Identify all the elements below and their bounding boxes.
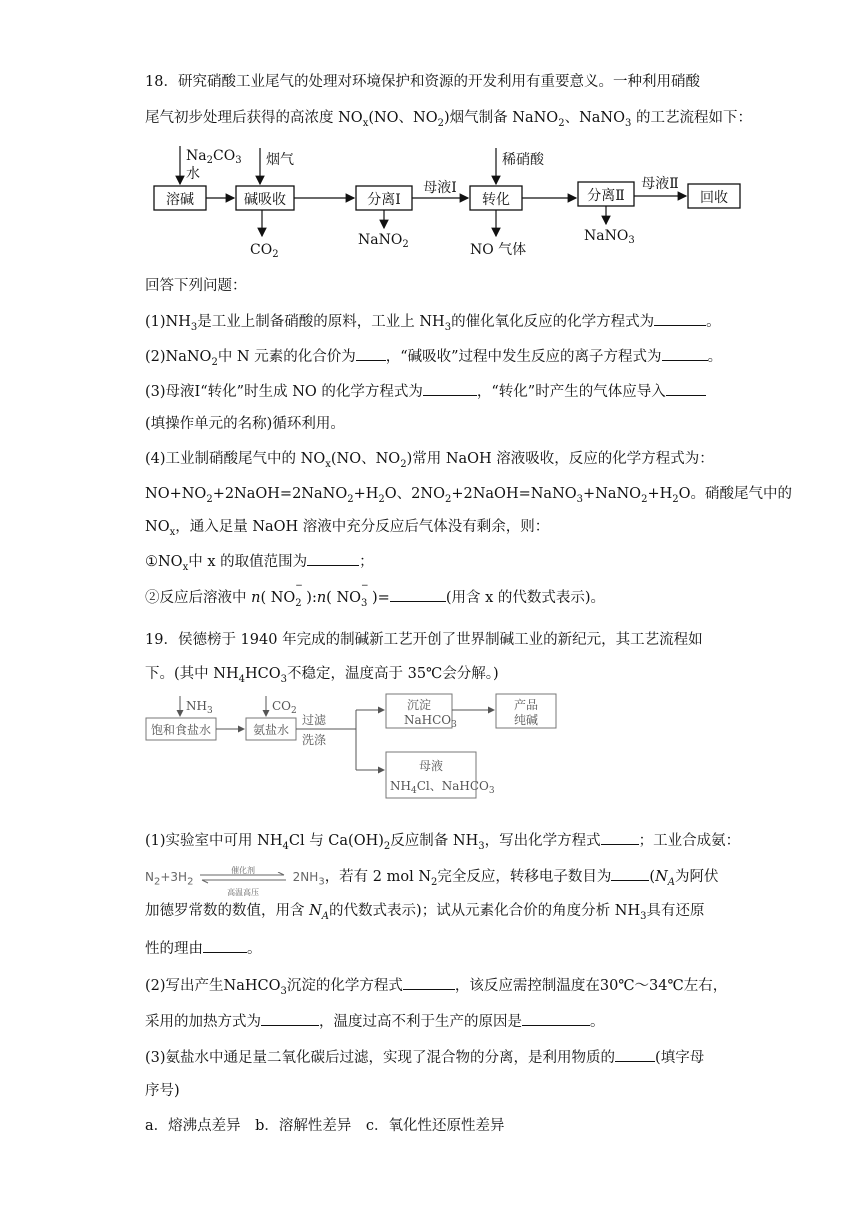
q19-part2-line1: (2)写出产生NaHCO$_3$沉淀的化学方程式 ，该反应需控制温度在30℃～34℃左右， — [145, 975, 727, 996]
q18-part4-line3: $NO_x$，通入足量 NaOH 溶液中充分反应后气体没有剩余，则： — [145, 519, 550, 538]
box-product-soda: 纯碱 — [513, 713, 539, 727]
q19-part1-line3: 加德罗常数的数值，用含 $N_A$的代数式表示)；试从元素化合价的角度分析 $NH_3$具有还原 — [145, 903, 705, 922]
answer-blank[interactable] — [666, 381, 706, 396]
q19-part2-line2: 采用的加热方式为 ，温度过高不利于生产的原因是 。 — [145, 1011, 605, 1032]
nh3-in-label: $NH_3$ — [186, 699, 213, 716]
box-precipitate-formula: NaHCO$_3$ — [404, 713, 457, 730]
box-dissolve-label: 溶碱 — [166, 192, 194, 208]
filter-label: 过滤 — [302, 713, 327, 727]
q19-part3-line2: 序号) — [145, 1083, 180, 1099]
box-precipitate-label: 沉淀 — [406, 698, 432, 712]
answer-blank[interactable] — [307, 551, 359, 566]
box-product-label: 产品 — [513, 698, 539, 712]
box-sep2-label: 分离Ⅱ — [587, 188, 625, 204]
q19-process-flowchart — [0, 690, 860, 810]
mother-liquor-2-label: 母液Ⅱ — [641, 176, 679, 192]
answer-blank[interactable] — [522, 1011, 590, 1026]
answer-blank[interactable] — [356, 346, 386, 361]
smoke-label: 烟气 — [266, 152, 294, 168]
q18-part4-line2: $NO+NO_2+2NaOH=2NaNO_2+H_2O$、$2NO_2+2NaOH=NaNO_3+NaNO_2+H_2O$。硝酸尾气中的 — [145, 486, 793, 505]
wash-label: 洗涤 — [302, 733, 327, 747]
q18-part4-line1: (4)工业制硝酸尾气中的 $NO_x(NO$、$NO_2$)常用 NaOH 溶液吸收，反应的化学方程式为： — [145, 451, 714, 470]
nano2-out-label: NaNO$_2$ — [358, 232, 409, 250]
water-label: 水 — [186, 166, 200, 182]
reversible-arrow: 催化剂 高温高压 — [198, 867, 288, 887]
q19-part3-line1: (3)氨盐水中通足量二氧化碳后过滤，实现了混合物的分离，是利用物质的 (填字母 — [145, 1047, 704, 1068]
answer-blank[interactable] — [390, 587, 446, 602]
q18-part1: $(1)NH_3$是工业上制备硝酸的原料，工业上 $NH_3$的催化氧化反应的化学方程式为 。 — [145, 311, 721, 332]
answer-blank[interactable] — [615, 1047, 655, 1062]
box-ammonia-brine-label: 氨盐水 — [252, 723, 290, 737]
q18-part3-line2: (填操作单元的名称)循环利用。 — [145, 416, 345, 432]
answer-blank[interactable] — [261, 1011, 319, 1026]
na2co3-label: $Na_2CO_3$ — [186, 148, 242, 166]
synthesis-equation: $N_2+3H_2$ — [145, 870, 194, 888]
answer-blank[interactable] — [611, 866, 649, 881]
q18-part3-line1: (3)母液Ⅰ“转化”时生成 NO 的化学方程式为 ，“转化”时产生的气体应导入 — [145, 381, 706, 402]
q18-intro-line1: 18．研究硝酸工业尾气的处理对环境保护和资源的开发利用有重要意义。一种利用硝酸 — [145, 74, 700, 90]
answer-blank[interactable] — [403, 975, 455, 990]
q18-intro-line2: 尾气初步处理后获得的高浓度 $NO_x(NO$、$NO_2$)烟气制备 NaNO$_2$、NaNO$_3$ 的工艺流程如下： — [145, 110, 752, 129]
answer-blank[interactable] — [662, 346, 708, 361]
box-recycle-label: 回收 — [700, 190, 728, 206]
box-convert-label: 转化 — [482, 192, 510, 208]
q19-intro-line1: 19．侯德榜于 1940 年完成的制碱新工艺开创了世界制碱工业的新纪元，其工艺流程如 — [145, 632, 703, 648]
box-absorb-label: 碱吸收 — [244, 192, 286, 208]
answer-blank[interactable] — [601, 830, 639, 845]
q18-answer-prompt: 回答下列问题： — [145, 278, 247, 294]
q18-part4-sub1: $①NO_x$中 x 的取值范围为 ； — [145, 551, 374, 572]
answer-blank[interactable] — [203, 938, 247, 953]
box-mother-liquor-formula: $NH_4Cl$、NaHCO$_3$ — [390, 779, 495, 796]
q19-part1-line2: $N_2+3H_2$ 催化剂 高温高压 $2NH_3$，若有 2 mol $N_2$完全反应，转移电子数目为 ($N_A$为阿伏 — [145, 866, 719, 897]
answer-blank[interactable] — [423, 381, 477, 396]
q19-part1-line1: (1)实验室中可用 $NH_4Cl$ 与 $Ca(OH)_2$反应制备 $NH_3$，写出化学方程式 ；工业合成氨： — [145, 830, 740, 851]
box-mother-liquor-label: 母液 — [418, 759, 444, 773]
q18-part4-sub2: ②反应后溶液中 n( $NO_{2 -}$ ):n( $NO_{3 -}$ )= (用含 x 的代数式表示)。 — [145, 580, 606, 609]
nano3-out-label: NaNO$_3$ — [584, 228, 635, 246]
q19-part1-line4: 性的理由 。 — [145, 938, 262, 959]
q19-intro-line2: 下。(其中 $NH_4HCO_3$不稳定，温度高于 35℃会分解。) — [145, 666, 499, 685]
dilute-nitric-acid-label: 稀硝酸 — [502, 152, 544, 168]
no-gas-out-label: NO 气体 — [470, 242, 527, 258]
mother-liquor-1-label: 母液Ⅰ — [423, 180, 457, 196]
box-sep1-label: 分离Ⅰ — [367, 192, 401, 208]
q18-process-flowchart — [0, 140, 860, 270]
q19-options: a．熔沸点差异 b．溶解性差异 c．氧化性还原性差异 — [145, 1118, 505, 1134]
q18-part2: (2)NaNO$_2$中 N 元素的化合价为 ，“碱吸收”过程中发生反应的离子方程式为 。 — [145, 346, 722, 367]
answer-blank[interactable] — [654, 311, 706, 326]
box-brine-label: 饱和食盐水 — [150, 723, 212, 737]
co2-in-label: $CO_2$ — [272, 699, 297, 716]
co2-out-label: $CO_2$ — [250, 242, 279, 260]
